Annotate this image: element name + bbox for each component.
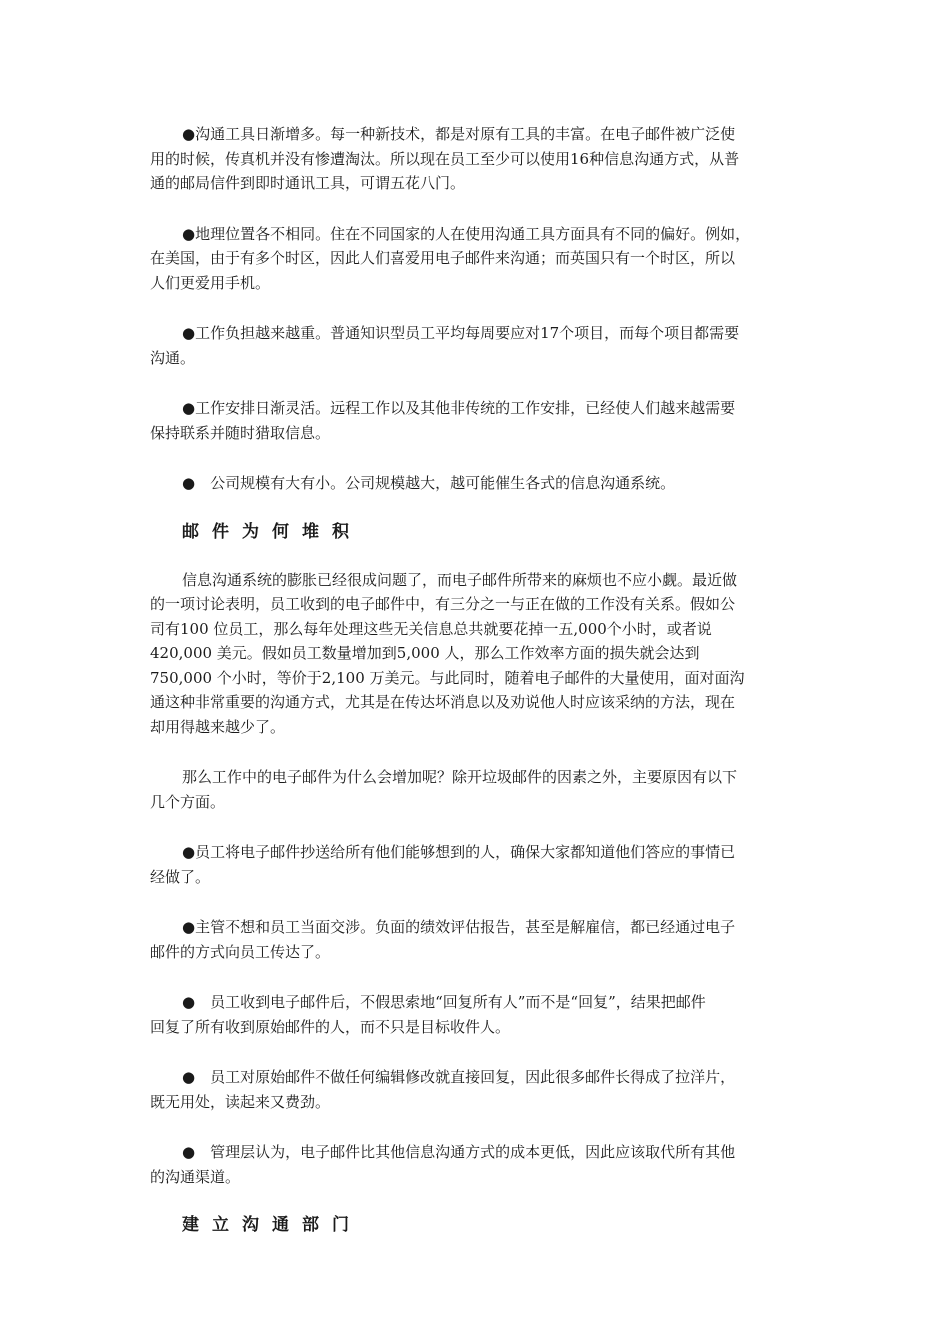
bullet-paragraph bbox=[150, 222, 806, 296]
body-paragraph bbox=[150, 765, 806, 814]
text-line: 那么工作中的电子邮件为什么会增加呢？除开垃圾邮件的因素之外，主要原因有以下 bbox=[182, 768, 738, 786]
section-heading: 邮件为何堆积 bbox=[182, 521, 362, 542]
text-line: 邮件的方式向员工传达了。 bbox=[150, 942, 331, 961]
text-line: 420,000 美元。假如员工数量增加到5,000 人，那么工作效率方面的损失就会达到 bbox=[150, 644, 700, 662]
text-line: ●工作安排日渐灵活。远程工作以及其他非传统的工作安排，已经使人们越来越需要 bbox=[182, 399, 736, 417]
text-line: 司有100 位员工，那么每年处理这些无关信息总共就要花掉一五,000个小时，或者说 bbox=[150, 619, 712, 638]
text-line: ● 员工对原始邮件不做任何编辑修改就直接回复，因此很多邮件长得成了拉洋片， bbox=[182, 1068, 736, 1086]
bullet-paragraph bbox=[150, 471, 806, 496]
bullet-paragraph bbox=[150, 321, 806, 370]
document-page bbox=[150, 122, 806, 1239]
body-paragraph bbox=[150, 568, 806, 740]
text-line: 几个方面。 bbox=[150, 792, 226, 811]
text-line: 用的时候，传真机并没有惨遭淘汰。所以现在员工至少可以使用16种信息沟通方式，从普 bbox=[150, 149, 740, 168]
text-line: ●沟通工具日渐增多。每一种新技术，都是对原有工具的丰富。在电子邮件被广泛使 bbox=[182, 125, 736, 143]
text-line: ●工作负担越来越重。普通知识型员工平均每周要应对17个项目，而每个项目都需要 bbox=[182, 324, 740, 342]
bullet-paragraph bbox=[150, 1065, 806, 1114]
section-heading: 建立沟通部门 bbox=[182, 1215, 362, 1235]
text-line: ●员工将电子邮件抄送给所有他们能够想到的人，确保大家都知道他们答应的事情已 bbox=[182, 843, 736, 861]
text-line: ● 管理层认为，电子邮件比其他信息沟通方式的成本更低，因此应该取代所有其他 bbox=[182, 1143, 736, 1161]
text-line: 的一项讨论表明，员工收到的电子邮件中，有三分之一与正在做的工作没有关系。假如公 bbox=[150, 595, 736, 613]
text-line: ●地理位置各不相同。住在不同国家的人在使用沟通工具方面具有不同的偏好。例如， bbox=[182, 224, 751, 243]
text-line: 的沟通渠道。 bbox=[150, 1167, 241, 1186]
text-line: 经做了。 bbox=[150, 867, 211, 886]
text-line: 通这种非常重要的沟通方式，尤其是在传达坏消息以及劝说他人时应该采纳的方法，现在 bbox=[150, 693, 736, 711]
text-line: 沟通。 bbox=[150, 348, 196, 367]
text-line: 既无用处，读起来又费劲。 bbox=[150, 1092, 331, 1111]
text-line: 信息沟通系统的膨胀已经很成问题了，而电子邮件所带来的麻烦也不应小觑。最近做 bbox=[182, 570, 738, 589]
text-line: 保持联系并随时猎取信息。 bbox=[150, 423, 331, 442]
text-line: 却用得越来越少了。 bbox=[150, 717, 286, 736]
text-line: 通的邮局信件到即时通讯工具，可谓五花八门。 bbox=[150, 174, 466, 192]
text-line: ● 公司规模有大有小。公司规模越大，越可能催生各式的信息沟通系统。 bbox=[182, 474, 676, 492]
bullet-paragraph bbox=[150, 122, 806, 196]
text-line: 回复了所有收到原始邮件的人，而不只是目标收件人。 bbox=[150, 1017, 511, 1036]
text-line: ●主管不想和员工当面交涉。负面的绩效评估报告，甚至是解雇信，都已经通过电子 bbox=[182, 918, 736, 936]
text-line: ● 员工收到电子邮件后，不假思索地“回复所有人”而不是“回复”，结果把邮件 bbox=[182, 993, 706, 1011]
bullet-paragraph bbox=[150, 840, 806, 889]
bullet-paragraph bbox=[150, 990, 806, 1039]
bullet-paragraph bbox=[150, 1140, 806, 1189]
bullet-paragraph bbox=[150, 915, 806, 964]
text-line: 在美国，由于有多个时区，因此人们喜爱用电子邮件来沟通；而英国只有一个时区，所以 bbox=[150, 249, 736, 267]
text-line: 人们更爱用手机。 bbox=[150, 273, 271, 292]
text-line: 750,000 个小时，等价于2,100 万美元。与此同时，随着电子邮件的大量使用，面对面沟 bbox=[150, 668, 745, 687]
bullet-paragraph bbox=[150, 396, 806, 445]
